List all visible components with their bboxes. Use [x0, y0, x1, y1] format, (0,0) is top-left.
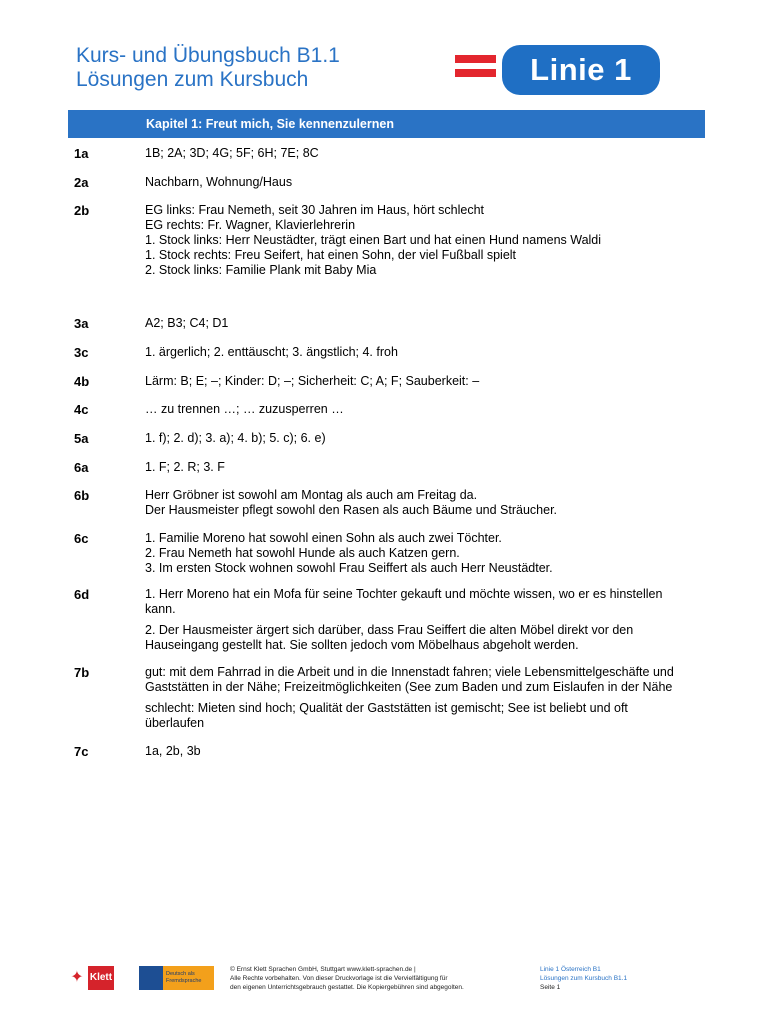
exercise-label: 5a — [74, 431, 89, 446]
answer-text — [145, 488, 705, 518]
answer-line: 1. ärgerlich; 2. enttäuscht; 3. ängstlich; 4. froh — [145, 345, 398, 359]
answer-line: überlaufen — [145, 716, 205, 730]
answer-text — [145, 665, 705, 731]
answer-text — [145, 402, 705, 417]
answer-line: Nachbarn, Wohnung/Haus — [145, 175, 293, 189]
exercise-label: 4c — [74, 402, 89, 417]
daf-logo — [139, 966, 214, 990]
exercise-label: 2a — [74, 175, 89, 190]
answer-line: 1. Familie Moreno hat sowohl einen Sohn als auch zwei Töchter. — [145, 531, 502, 545]
answer-line: Hauseingang gestellt hat. Sie sollten jedoch vom Möbelhaus abgeholt werden. — [145, 638, 579, 652]
answer-line: Gaststätten in der Nähe; Freizeitmöglichkeiten (See zum Baden und zum Eislaufen in der Nähe — [145, 680, 673, 694]
daf-label: Deutsch als Fremdsprache — [163, 966, 214, 990]
answer-line: 1. F; 2. R; 3. F — [145, 460, 225, 474]
answer-line: EG links: Frau Nemeth, seit 30 Jahren im Haus, hört schlecht — [145, 203, 485, 217]
answer-text — [145, 203, 705, 278]
exercise-label: 6c — [74, 531, 89, 546]
austria-flag-icon — [455, 55, 496, 77]
answer-line: Der Hausmeister pflegt sowohl den Rasen als auch Bäume und Sträucher. — [145, 503, 558, 517]
answer-line: gut: mit dem Fahrrad in die Arbeit und in die Innenstadt fahren; viele Lebensmittelgeschäfte und — [145, 665, 674, 679]
answer-line: EG rechts: Fr. Wagner, Klavierlehrerin — [145, 218, 356, 232]
answer-text — [145, 374, 705, 389]
copyright-notice: © Ernst Klett Sprachen GmbH, Stuttgart www.klett-sprachen.de | Alle Rechte vorbehalten. Von dieser Druckvorlage ist die Vervielfältigung für den eigenen Unterrichtsgebrauch gestattet. Die Kopiergebühren sind abgegolten. — [230, 966, 464, 991]
answer-line: 1B; 2A; 3D; 4G; 5F; 6H; 7E; 8C — [145, 146, 319, 160]
answer-line: kann. — [145, 602, 176, 616]
answer-line: 1. Stock links: Herr Neustädter, trägt einen Bart und hat einen Hund namens Waldi — [145, 233, 602, 247]
answer-line: 1. f); 2. d); 3. a); 4. b); 5. c); 6. e) — [145, 431, 326, 445]
exercise-label: 7c — [74, 744, 89, 759]
daf-square-icon — [139, 966, 163, 990]
page-info: Linie 1 Österreich B1 Lösungen zum Kursbuch B1.1 Seite 1 — [540, 966, 628, 991]
exercise-label: 4b — [74, 374, 90, 389]
klett-wordmark: Klett — [88, 966, 114, 990]
exercise-label: 7b — [74, 665, 90, 680]
answer-line: … zu trennen …; … zuzusperren … — [145, 402, 344, 416]
exercise-label: 6a — [74, 460, 89, 475]
answer-text — [145, 146, 705, 161]
answer-line: 1a, 2b, 3b — [145, 744, 201, 758]
answer-line: 1. Herr Moreno hat ein Mofa für seine Tochter gekauft und möchte wissen, wo er es hinstellen — [145, 587, 663, 601]
title-line-2: Lösungen zum Kursbuch — [76, 68, 309, 91]
answer-text — [145, 175, 705, 190]
answer-line: 2. Stock links: Familie Plank mit Baby Mia — [145, 263, 377, 277]
exercise-label: 1a — [74, 146, 89, 161]
exercise-label: 3c — [74, 345, 89, 360]
answer-text — [145, 431, 705, 446]
exercise-label: 3a — [74, 316, 89, 331]
answer-line: 1. Stock rechts: Freu Seifert, hat einen Sohn, der viel Fußball spielt — [145, 248, 517, 262]
klett-mark-icon: ✦ — [70, 969, 84, 986]
answer-text — [145, 345, 705, 360]
exercise-label: 2b — [74, 203, 90, 218]
answer-text — [145, 316, 705, 331]
klett-logo — [67, 966, 115, 990]
answer-line: 3. Im ersten Stock wohnen sowohl Frau Seiffert als auch Herr Neustädter. — [145, 561, 553, 575]
document-title — [76, 44, 340, 92]
chapter-title: Kapitel 1: Freut mich, Sie kennenzulernen — [68, 110, 705, 138]
answer-line: A2; B3; C4; D1 — [145, 316, 229, 330]
linie1-logo: Linie 1 — [502, 45, 660, 95]
answer-line: schlecht: Mieten sind hoch; Qualität der Gaststätten ist gemischt; See ist beliebt und oft — [145, 701, 628, 715]
answer-text — [145, 744, 705, 759]
answer-line: Lärm: B; E; –; Kinder: D; –; Sicherheit: C; A; F; Sauberkeit: – — [145, 374, 480, 388]
title-line-1: Kurs- und Übungsbuch B1.1 — [76, 44, 340, 67]
answer-text — [145, 531, 705, 576]
exercise-label: 6b — [74, 488, 90, 503]
exercise-label: 6d — [74, 587, 90, 602]
answer-line: 2. Frau Nemeth hat sowohl Hunde als auch Katzen gern. — [145, 546, 460, 560]
answer-line: 2. Der Hausmeister ärgert sich darüber, dass Frau Seiffert die alten Möbel direkt vor den — [145, 623, 634, 637]
answer-text — [145, 587, 705, 653]
answer-text — [145, 460, 705, 475]
answer-line: Herr Gröbner ist sowohl am Montag als auch am Freitag da. — [145, 488, 478, 502]
